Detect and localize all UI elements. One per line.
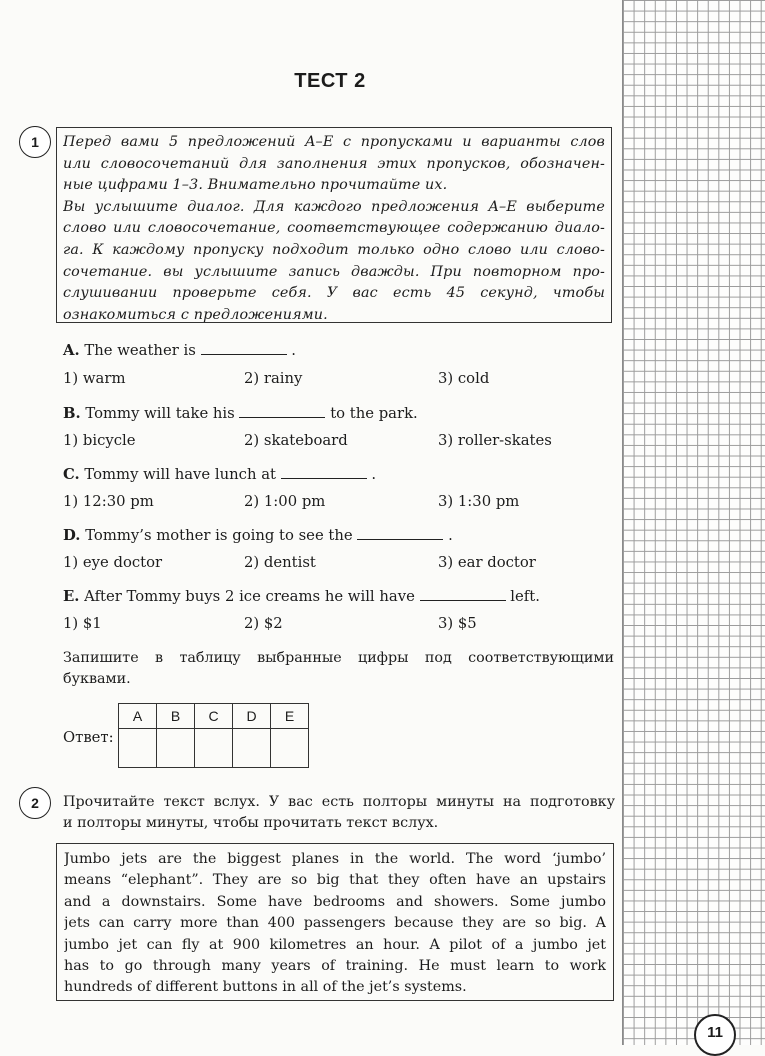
option-c3: 3) 1:30 pm — [438, 493, 520, 510]
question-b — [63, 405, 418, 422]
question-text-end: to the park. — [330, 405, 418, 422]
instruction-line: и полторы минуты, чтобы прочитать текст вслух. — [63, 815, 439, 831]
answer-blank[interactable] — [420, 588, 506, 601]
note-line: буквами. — [63, 671, 131, 687]
instruction-line: ные цифрами 1–3. Внимательно прочитайте их. — [63, 177, 448, 194]
note-line: Запишите в таблицу выбранные цифры под соответствующими — [63, 650, 614, 666]
instruction-line: Вы услышите диалог. Для каждого предложения A–E выберите — [63, 198, 605, 215]
page-number: 11 — [694, 1014, 736, 1056]
question-text: Tommy’s mother is going to see the — [85, 527, 353, 544]
question-letter: D. — [63, 527, 81, 544]
answer-cell-c[interactable] — [195, 729, 233, 768]
instruction-line: ознакомиться с предложениями. — [63, 306, 328, 323]
answer-blank[interactable] — [201, 342, 287, 355]
question-text: Tommy will take his — [85, 405, 235, 422]
answer-blank[interactable] — [281, 466, 367, 479]
option-e1: 1) $1 — [63, 615, 102, 632]
answer-cell-a[interactable] — [119, 729, 157, 768]
answer-header-a: A — [119, 704, 157, 729]
option-a2: 2) rainy — [244, 370, 303, 387]
instruction-line: га. К каждому пропуску подходит только одно слово или слово- — [63, 241, 605, 258]
question-text-end: . — [291, 342, 296, 359]
answer-blank[interactable] — [357, 527, 443, 540]
task-number-2: 2 — [19, 787, 51, 819]
option-e2: 2) $2 — [244, 615, 283, 632]
reading-line: has to go through many years of training. He must learn to work — [64, 957, 606, 974]
answer-table — [118, 703, 309, 768]
question-text: The weather is — [84, 342, 196, 359]
answer-header-b: B — [157, 704, 195, 729]
option-a3: 3) cold — [438, 370, 490, 387]
option-d1: 1) eye doctor — [63, 554, 163, 571]
question-text-end: . — [371, 466, 377, 483]
reading-line: hundreds of different buttons in all of the jet’s systems. — [64, 979, 467, 996]
answer-blank[interactable] — [239, 405, 325, 418]
reading-line: jets can carry more than 400 passengers because they are so big. A — [64, 915, 606, 932]
option-b3: 3) roller-skates — [438, 432, 552, 449]
question-letter: A. — [63, 342, 80, 359]
option-b1: 1) bicycle — [63, 432, 136, 449]
question-text: After Tommy buys 2 ice creams he will have — [84, 588, 415, 605]
question-text-end: . — [448, 527, 453, 544]
question-d — [63, 527, 453, 544]
instruction-line: слово или словосочетание, соответствующее содержанию диало- — [63, 220, 605, 237]
task2-instructions — [63, 792, 615, 834]
answer-cell-b[interactable] — [157, 729, 195, 768]
page-title: ТЕСТ 2 — [294, 70, 366, 92]
option-a1: 1) warm — [63, 370, 126, 387]
question-letter: C. — [63, 466, 80, 483]
question-a — [63, 342, 296, 359]
instruction-line: или словосочетаний для заполнения этих пропусков, обозначен- — [63, 155, 605, 172]
instruction-line: Перед вами 5 предложений A–E с пропусками и варианты слов — [63, 134, 605, 150]
reading-text-box — [56, 843, 614, 1001]
option-b2: 2) skateboard — [244, 432, 348, 449]
instruction-line: сочетание. вы услышите запись дважды. При повторном про- — [63, 263, 605, 280]
question-text: Tommy will have lunch at — [84, 466, 276, 483]
answer-cell-e[interactable] — [271, 729, 309, 768]
task1-instructions-box — [56, 127, 612, 323]
reading-line: means “elephant”. They are so big that they often have an upstairs — [64, 872, 606, 889]
question-letter: E. — [63, 588, 80, 605]
answer-header-d: D — [233, 704, 271, 729]
reading-line: Jumbo jets are the biggest planes in the world. The word ‘jumbo’ — [64, 851, 606, 867]
answer-header-e: E — [271, 704, 309, 729]
reading-line: and a downstairs. Some have bedrooms and showers. Some jumbo — [64, 893, 606, 910]
answer-note — [63, 648, 614, 690]
question-text-end: left. — [510, 588, 540, 605]
option-c2: 2) 1:00 pm — [244, 493, 326, 510]
answer-header-c: C — [195, 704, 233, 729]
question-e — [63, 588, 540, 605]
graph-paper-margin — [622, 0, 765, 1045]
question-letter: B. — [63, 405, 81, 422]
option-d3: 3) ear doctor — [438, 554, 536, 571]
question-c — [63, 466, 376, 483]
answer-cell-d[interactable] — [233, 729, 271, 768]
option-d2: 2) dentist — [244, 554, 316, 571]
option-e3: 3) $5 — [438, 615, 477, 632]
answer-label: Ответ: — [63, 729, 114, 746]
instruction-line: Прочитайте текст вслух. У вас есть полторы минуты на подготовку — [63, 794, 615, 810]
task-number-1: 1 — [19, 126, 51, 158]
instruction-line: слушивании проверьте себя. У вас есть 45 секунд, чтобы — [63, 285, 605, 302]
reading-line: jumbo jet can fly at 900 kilometres an hour. A pilot of a jumbo jet — [64, 936, 606, 953]
option-c1: 1) 12:30 pm — [63, 493, 154, 510]
